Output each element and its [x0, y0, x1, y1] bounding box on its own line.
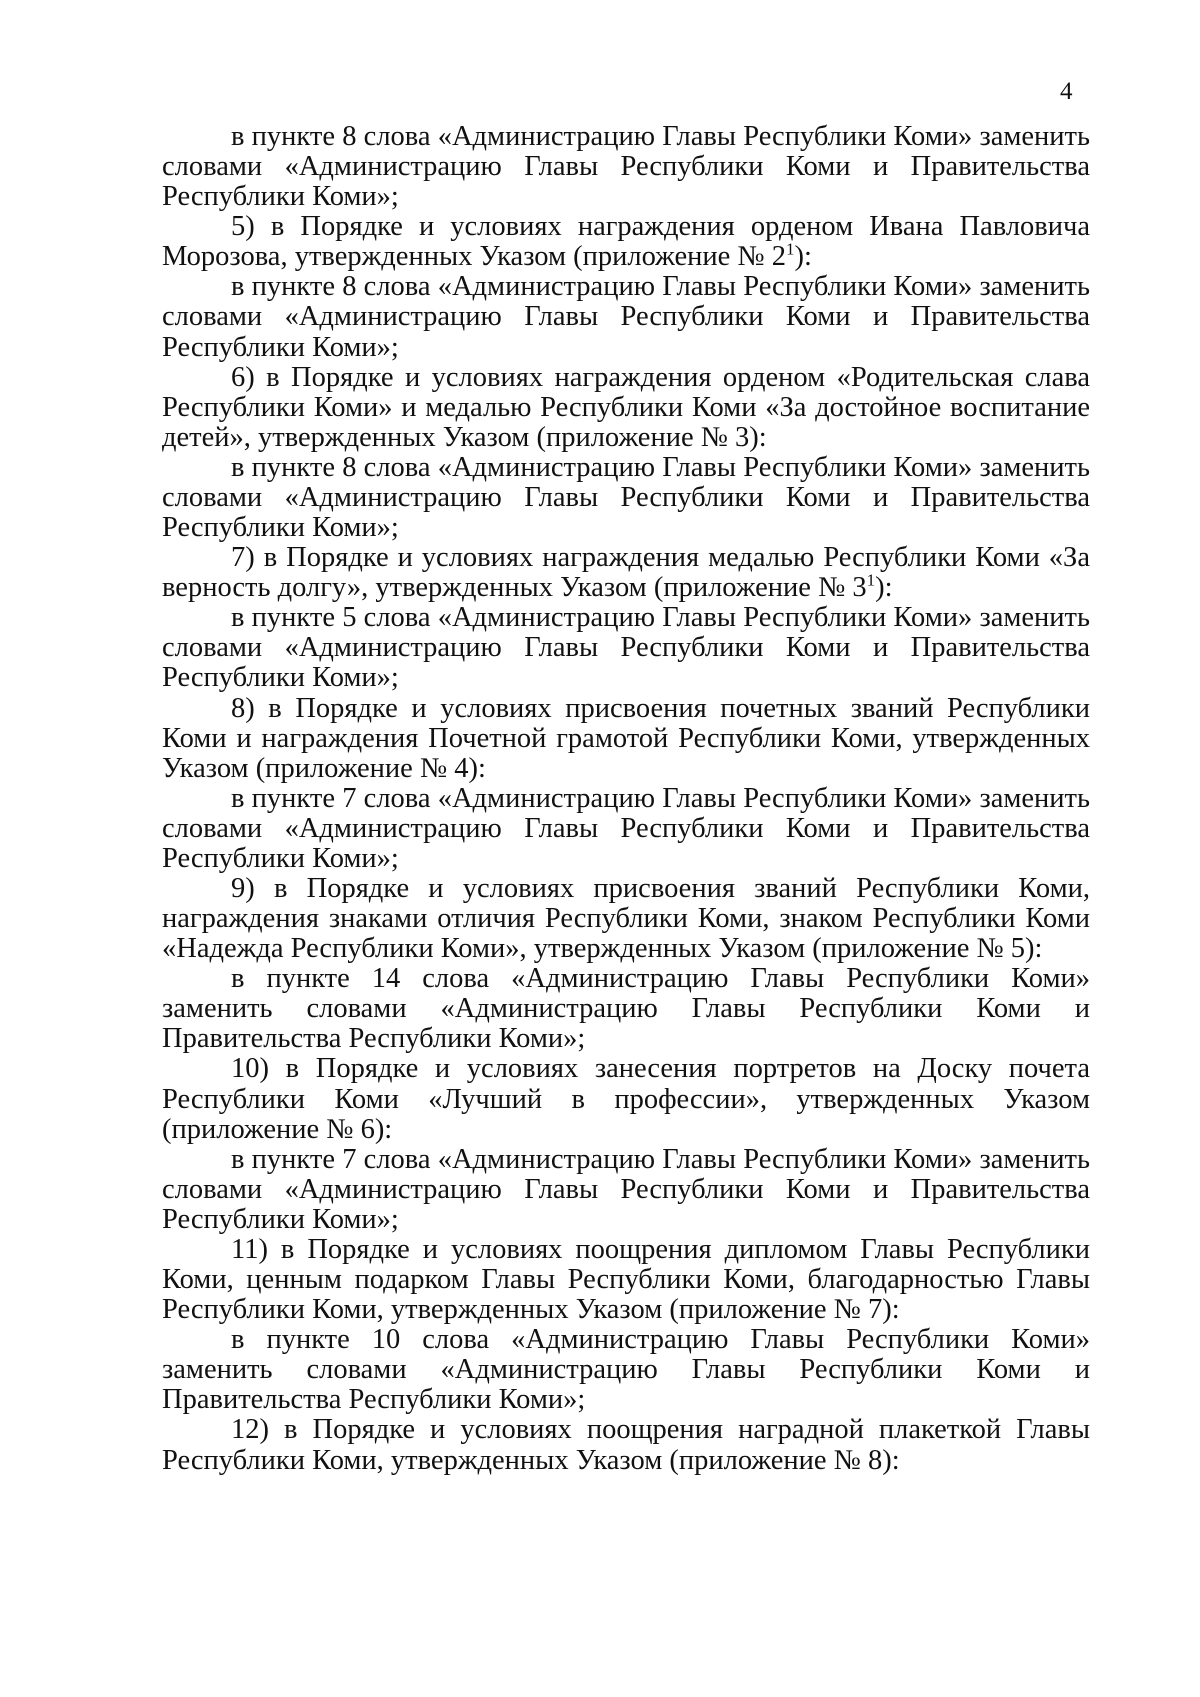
text-line — [162, 482, 1090, 514]
text-line-content: 12) в Порядке и условиях поощрения наградной плакеткой Главы — [231, 1414, 1090, 1446]
text-line-content: награждения знаками отличия Республики Коми, знаком Республики Коми — [162, 903, 1090, 935]
text-line — [162, 241, 1090, 273]
text-line-content: Республики Коми» и медалью Республики Коми «За достойное воспитание — [162, 391, 1090, 423]
text-line-content: Республики Коми»; — [162, 842, 399, 874]
text-line — [162, 933, 1090, 965]
superscript: 1 — [866, 570, 876, 590]
text-line-content: заменить словами «Администрацию Главы Республики Коми и — [162, 993, 1090, 1025]
text-line-content: Правительства Республики Коми»; — [162, 1023, 586, 1055]
text-line-content: словами «Администрацию Главы Республики Коми и Правительства — [162, 481, 1090, 513]
text-line — [162, 813, 1090, 845]
text-line — [162, 151, 1090, 183]
text-line — [162, 301, 1090, 333]
text-line-content: Республики Коми»; — [162, 181, 399, 213]
text-line-content: 8) в Порядке и условиях присвоения почетных званий Республики — [231, 692, 1090, 724]
text-line-content: в пункте 8 слова «Администрацию Главы Республики Коми» заменить — [231, 451, 1090, 483]
page-number: 4 — [1060, 78, 1073, 105]
text-line — [162, 181, 1090, 213]
text-line-content: Коми, ценным подарком Главы Республики Коми, благодарностью Главы — [162, 1264, 1090, 1296]
text-line — [162, 512, 1090, 544]
superscript: 1 — [785, 239, 795, 259]
text-line — [162, 1114, 1090, 1146]
text-line — [162, 903, 1090, 935]
text-line-content: в пункте 7 слова «Администрацию Главы Республики Коми» заменить — [231, 782, 1090, 814]
text-line — [231, 121, 1090, 153]
text-line — [162, 723, 1090, 755]
text-line — [162, 1264, 1090, 1296]
text-line — [231, 1324, 1090, 1356]
text-line — [162, 422, 1090, 454]
text-line-content: словами «Администрацию Главы Республики Коми и Правительства — [162, 151, 1090, 183]
text-line-content: (приложение № 6): — [162, 1113, 393, 1145]
text-line-content: в пункте 8 слова «Администрацию Главы Республики Коми» заменить — [231, 121, 1090, 152]
text-line — [162, 1354, 1090, 1386]
text-line-suffix: ): — [794, 241, 812, 273]
text-line-content: словами «Администрацию Главы Республики Коми и Правительства — [162, 301, 1090, 333]
text-line — [231, 873, 1090, 905]
text-line — [162, 1174, 1090, 1206]
text-line — [231, 452, 1090, 484]
text-line — [162, 1204, 1090, 1236]
text-line — [231, 1414, 1090, 1446]
text-line — [231, 1234, 1090, 1266]
text-line-content: Указом (приложение № 4): — [162, 752, 486, 784]
text-line-content: Республики Коми»; — [162, 512, 399, 544]
text-line — [162, 993, 1090, 1025]
text-line — [162, 662, 1090, 694]
text-line — [231, 602, 1090, 634]
text-line — [231, 1144, 1090, 1176]
text-line — [231, 1053, 1090, 1085]
text-line — [231, 542, 1090, 574]
text-line-content: 5) в Порядке и условиях награждения орденом Ивана Павловича — [231, 211, 1090, 243]
text-line-content: Морозова, утвержденных Указом (приложение № 2 — [162, 241, 786, 273]
text-line — [231, 271, 1090, 303]
text-line — [162, 1084, 1090, 1116]
text-line — [231, 963, 1090, 995]
text-line-content: 6) в Порядке и условиях награждения орденом «Родительская слава — [231, 361, 1090, 393]
text-line-content: в пункте 5 слова «Администрацию Главы Республики Коми» заменить — [231, 602, 1090, 634]
text-line-content: словами «Администрацию Главы Республики Коми и Правительства — [162, 812, 1090, 844]
text-line-content: Республики Коми «Лучший в профессии», утвержденных Указом — [162, 1083, 1090, 1115]
text-line-content: верность долгу», утвержденных Указом (приложение № 3 — [162, 572, 867, 604]
text-line — [162, 843, 1090, 875]
text-line-content: «Надежда Республики Коми», утвержденных Указом (приложение № 5): — [162, 933, 1043, 965]
text-line-content: Республики Коми, утвержденных Указом (приложение № 7): — [162, 1294, 900, 1326]
text-line — [231, 362, 1090, 394]
text-line-suffix: ): — [875, 572, 893, 604]
text-line-content: в пункте 14 слова «Администрацию Главы Республики Коми» — [231, 963, 1090, 995]
text-line — [162, 1294, 1090, 1326]
text-line — [162, 1445, 1090, 1477]
text-line — [231, 783, 1090, 815]
text-line — [162, 332, 1090, 364]
text-line — [162, 392, 1090, 424]
text-line — [231, 211, 1090, 243]
text-line-content: Республики Коми»; — [162, 662, 399, 694]
text-line-content: заменить словами «Администрацию Главы Республики Коми и — [162, 1354, 1090, 1386]
text-line-content: в пункте 10 слова «Администрацию Главы Республики Коми» — [231, 1324, 1090, 1356]
text-line — [162, 632, 1090, 664]
text-line-content: Коми и награждения Почетной грамотой Республики Коми, утвержденных — [162, 722, 1090, 754]
text-line — [162, 753, 1090, 785]
text-line-content: 9) в Порядке и условиях присвоения званий Республики Коми, — [231, 873, 1090, 904]
text-line — [162, 1384, 1090, 1416]
text-line — [162, 572, 1090, 604]
text-line-content: в пункте 8 слова «Администрацию Главы Республики Коми» заменить — [231, 271, 1090, 303]
text-line-content: 11) в Порядке и условиях поощрения дипломом Главы Республики — [231, 1233, 1090, 1265]
text-line-content: словами «Администрацию Главы Республики Коми и Правительства — [162, 1173, 1090, 1205]
text-line — [231, 693, 1090, 725]
text-line-content: Правительства Республики Коми»; — [162, 1384, 586, 1416]
text-line-content: детей», утвержденных Указом (приложение № 3): — [162, 421, 767, 453]
text-line-content: словами «Администрацию Главы Республики Коми и Правительства — [162, 632, 1090, 664]
text-line-content: в пункте 7 слова «Администрацию Главы Республики Коми» заменить — [231, 1143, 1090, 1175]
text-line-content: 7) в Порядке и условиях награждения медалью Республики Коми «За — [231, 542, 1090, 574]
text-line-content: Республики Коми»; — [162, 1203, 399, 1235]
text-line — [162, 1023, 1090, 1055]
text-line-content: Республики Коми, утвержденных Указом (приложение № 8): — [162, 1444, 900, 1476]
text-line-content: 10) в Порядке и условиях занесения портретов на Доску почета — [231, 1053, 1090, 1085]
text-line-content: Республики Коми»; — [162, 331, 399, 363]
